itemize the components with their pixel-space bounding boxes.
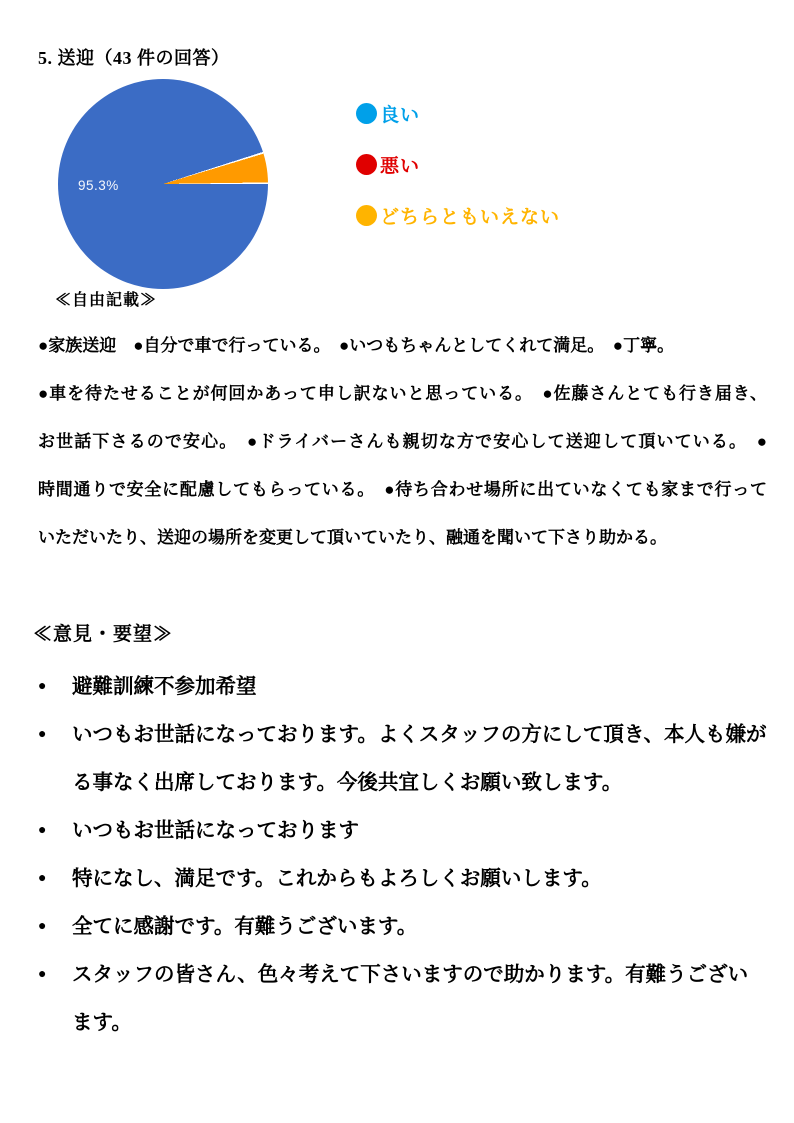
opinions-requests-heading: ≪意見・要望≫ xyxy=(33,624,174,645)
page-title: 5. 送迎（43 件の回答） xyxy=(38,48,230,68)
legend-item-bad xyxy=(356,151,560,178)
opinion-text: 避難訓練不参加希望 xyxy=(72,676,257,698)
opinion-text: いつもお世話になっております xyxy=(72,820,359,842)
legend-label: 良い xyxy=(380,105,421,126)
free-comment-line: いただいたり、送迎の場所を変更して頂いていたり、融通を聞いて下さり助かる。 xyxy=(38,528,667,547)
legend-dot-icon xyxy=(356,205,377,226)
list-item xyxy=(38,663,767,711)
legend-dot-icon xyxy=(356,103,377,124)
legend-dot-icon xyxy=(356,154,377,175)
free-comments-heading: ≪自由記載≫ xyxy=(55,292,158,309)
pie-slice-percentage-label: 95.3% xyxy=(78,178,119,193)
list-item xyxy=(38,951,767,1047)
free-comment-line: お世話下さるので安心。 ●ドライバーさんも親切な方で安心して送迎して頂いている。 ● xyxy=(38,432,767,451)
free-comments-paragraph xyxy=(38,322,767,562)
list-item xyxy=(38,711,767,807)
opinions-list xyxy=(38,663,767,1047)
chart-legend xyxy=(356,100,560,229)
opinion-text: 特になし、満足です。これからもよろしくお願いします。 xyxy=(72,868,602,890)
bullet-icon: ● xyxy=(38,679,47,694)
legend-label: どちらともいえない xyxy=(380,207,561,228)
bullet-icon: ● xyxy=(38,727,47,742)
opinion-text: スタッフの皆さん、色々考えて下さいますので助かります。有難うございます。 xyxy=(72,964,749,1034)
opinion-text: 全てに感謝です。有難うございます。 xyxy=(72,916,418,938)
free-comment-line: 時間通りで安全に配慮してもらっている。 ●待ち合わせ場所に出ていなくても家まで行って xyxy=(38,480,767,499)
legend-item-neither xyxy=(356,202,560,229)
bullet-icon: ● xyxy=(38,871,47,886)
bullet-icon: ● xyxy=(38,823,47,838)
list-item xyxy=(38,855,767,903)
bullet-icon: ● xyxy=(38,967,47,982)
legend-item-good xyxy=(356,100,560,127)
free-comment-line: ●家族送迎 ●自分で車で行っている。 ●いつもちゃんとしてくれて満足。 ●丁寧。 xyxy=(38,336,675,355)
legend-label: 悪い xyxy=(380,156,421,177)
opinion-text: いつもお世話になっております。よくスタッフの方にして頂き、本人も嫌がる事なく出席しております。今後共宜しくお願い致します。 xyxy=(72,724,767,794)
free-comment-line: ●車を待たせることが何回かあって申し訳ないと思っている。 ●佐藤さんとても行き届き、 xyxy=(38,384,767,403)
list-item xyxy=(38,807,767,855)
bullet-icon: ● xyxy=(38,919,47,934)
list-item xyxy=(38,903,767,951)
